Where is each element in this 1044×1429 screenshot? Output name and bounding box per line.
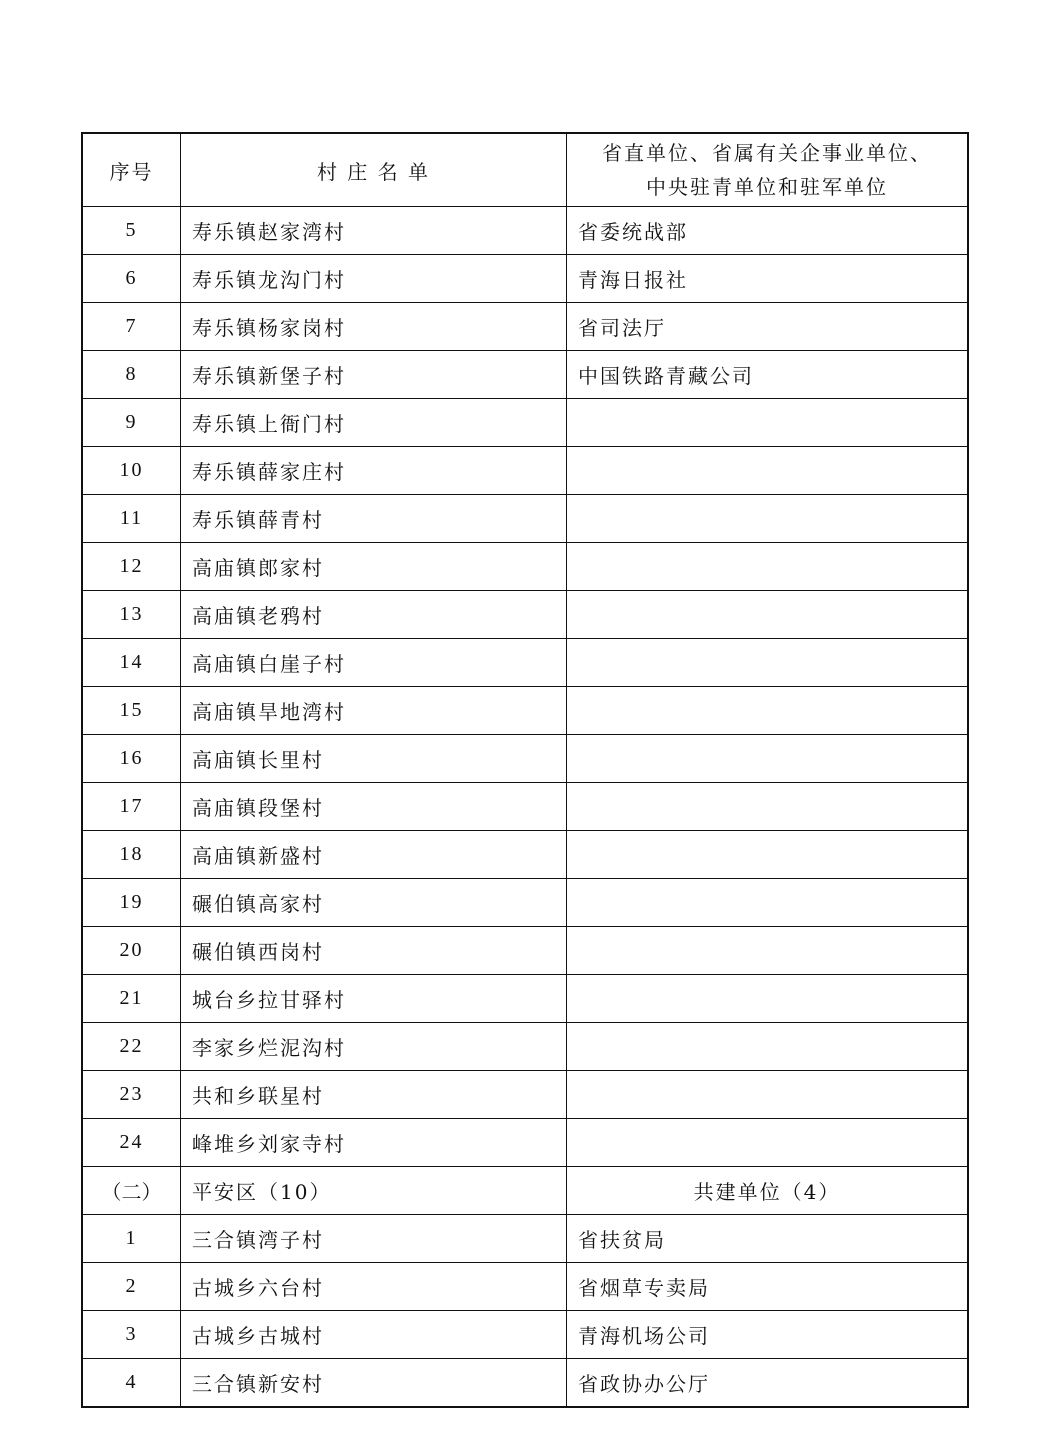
row-number: 3 [82, 1311, 181, 1359]
assigned-unit [567, 543, 969, 591]
table-row [82, 591, 968, 639]
table-row [82, 927, 968, 975]
assigned-unit [567, 639, 969, 687]
section-number: （二） [82, 1167, 181, 1215]
assigned-unit [567, 687, 969, 735]
row-number: 4 [82, 1359, 181, 1408]
table-row [82, 1215, 968, 1263]
assigned-unit: 省烟草专卖局 [567, 1263, 969, 1311]
assigned-unit: 省委统战部 [567, 207, 969, 255]
assigned-unit: 青海机场公司 [567, 1311, 969, 1359]
village-name: 高庙镇段堡村 [181, 783, 567, 831]
assigned-unit [567, 495, 969, 543]
table-header [82, 133, 968, 207]
village-name: 高庙镇旱地湾村 [181, 687, 567, 735]
village-name: 寿乐镇上衙门村 [181, 399, 567, 447]
table-body [82, 207, 968, 1408]
village-name: 寿乐镇薛青村 [181, 495, 567, 543]
assigned-unit [567, 1119, 969, 1167]
assigned-unit: 省司法厅 [567, 303, 969, 351]
section-units-title: 共建单位（4） [567, 1167, 969, 1215]
table-row [82, 1311, 968, 1359]
village-name: 峰堆乡刘家寺村 [181, 1119, 567, 1167]
table-row [82, 1263, 968, 1311]
row-number: 2 [82, 1263, 181, 1311]
table-row [82, 687, 968, 735]
row-number: 13 [82, 591, 181, 639]
row-number: 15 [82, 687, 181, 735]
table-row [82, 1119, 968, 1167]
row-number: 8 [82, 351, 181, 399]
section-header-row [82, 1167, 968, 1215]
table-row [82, 399, 968, 447]
village-name: 古城乡古城村 [181, 1311, 567, 1359]
village-name: 李家乡烂泥沟村 [181, 1023, 567, 1071]
village-name: 古城乡六台村 [181, 1263, 567, 1311]
row-number: 22 [82, 1023, 181, 1071]
row-number: 20 [82, 927, 181, 975]
village-name: 城台乡拉甘驿村 [181, 975, 567, 1023]
table-row [82, 543, 968, 591]
village-name: 高庙镇新盛村 [181, 831, 567, 879]
row-number: 21 [82, 975, 181, 1023]
assigned-unit [567, 447, 969, 495]
row-number: 17 [82, 783, 181, 831]
table-row [82, 1071, 968, 1119]
table-row [82, 447, 968, 495]
village-name: 三合镇新安村 [181, 1359, 567, 1408]
table-row [82, 639, 968, 687]
village-name: 寿乐镇新堡子村 [181, 351, 567, 399]
village-name: 高庙镇长里村 [181, 735, 567, 783]
table-row [82, 735, 968, 783]
village-name: 共和乡联星村 [181, 1071, 567, 1119]
assigned-unit [567, 1023, 969, 1071]
row-number: 9 [82, 399, 181, 447]
table-row [82, 495, 968, 543]
assigned-unit [567, 975, 969, 1023]
village-name: 碾伯镇西岗村 [181, 927, 567, 975]
table-row [82, 1359, 968, 1408]
assigned-unit: 省扶贫局 [567, 1215, 969, 1263]
assigned-unit [567, 399, 969, 447]
table-row [82, 783, 968, 831]
assigned-unit: 青海日报社 [567, 255, 969, 303]
row-number: 1 [82, 1215, 181, 1263]
row-number: 11 [82, 495, 181, 543]
village-name: 寿乐镇薛家庄村 [181, 447, 567, 495]
table-row [82, 831, 968, 879]
header-units-line2: 中央驻青单位和驻军单位 [646, 175, 888, 199]
table-row [82, 255, 968, 303]
row-number: 7 [82, 303, 181, 351]
row-number: 10 [82, 447, 181, 495]
table-row [82, 207, 968, 255]
row-number: 14 [82, 639, 181, 687]
assigned-unit [567, 927, 969, 975]
table-row [82, 975, 968, 1023]
row-number: 19 [82, 879, 181, 927]
assigned-unit [567, 783, 969, 831]
section-district: 平安区（10） [181, 1167, 567, 1215]
row-number: 23 [82, 1071, 181, 1119]
row-number: 12 [82, 543, 181, 591]
table-row [82, 879, 968, 927]
assigned-unit: 省政协办公厅 [567, 1359, 969, 1408]
village-name: 高庙镇老鸦村 [181, 591, 567, 639]
assigned-unit [567, 591, 969, 639]
assigned-unit [567, 735, 969, 783]
header-row [82, 133, 968, 207]
village-name: 高庙镇郎家村 [181, 543, 567, 591]
assigned-unit [567, 879, 969, 927]
row-number: 16 [82, 735, 181, 783]
table-row [82, 351, 968, 399]
village-name: 三合镇湾子村 [181, 1215, 567, 1263]
assigned-unit: 中国铁路青藏公司 [567, 351, 969, 399]
row-number: 18 [82, 831, 181, 879]
row-number: 6 [82, 255, 181, 303]
village-name: 寿乐镇赵家湾村 [181, 207, 567, 255]
village-assignment-table [81, 132, 969, 1408]
header-number: 序号 [82, 133, 181, 207]
header-village-list: 村 庄 名 单 [181, 133, 567, 207]
table-row [82, 303, 968, 351]
row-number: 24 [82, 1119, 181, 1167]
header-units-line1: 省直单位、省属有关企事业单位、 [602, 141, 932, 165]
village-name: 碾伯镇高家村 [181, 879, 567, 927]
header-units [567, 133, 969, 207]
village-name: 寿乐镇龙沟门村 [181, 255, 567, 303]
row-number: 5 [82, 207, 181, 255]
assigned-unit [567, 1071, 969, 1119]
village-name: 寿乐镇杨家岗村 [181, 303, 567, 351]
table-row [82, 1023, 968, 1071]
village-name: 高庙镇白崖子村 [181, 639, 567, 687]
assigned-unit [567, 831, 969, 879]
